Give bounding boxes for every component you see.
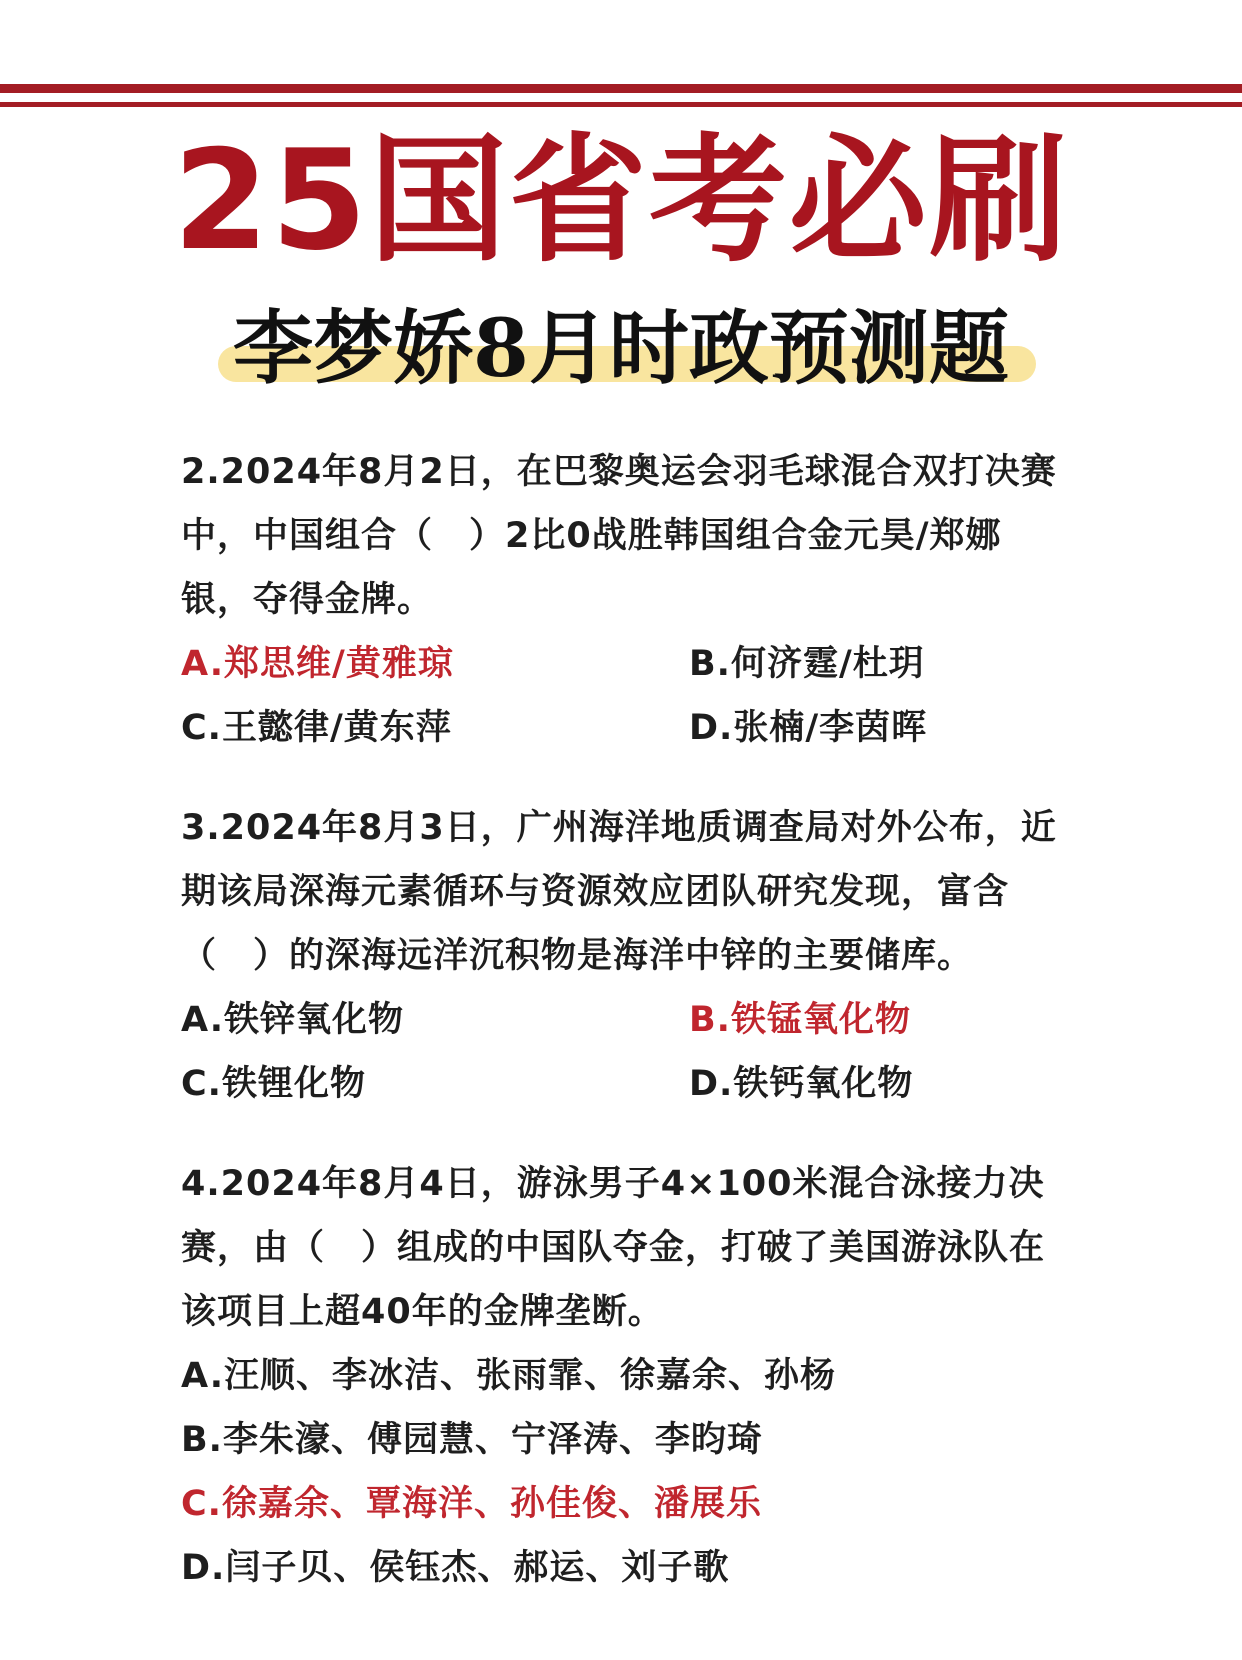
page-title: 25国省考必刷 [172,120,1070,281]
question-text: 4.2024年8月4日，游泳男子4×100米混合泳接力决赛，由（ ）组成的中国队夺金，打破了美国游泳队在该项目上超40年的金牌垄断。 [181,1164,1046,1332]
question-block-4 [181,1152,1061,1600]
option-a: A.郑思维/黄雅琼 [181,644,454,684]
option-b: B.铁锰氧化物 [689,1000,911,1040]
question-list [181,440,1061,1636]
options-grid [181,632,1061,760]
question-block-2 [181,440,1061,760]
options-list [181,1344,1061,1600]
top-rule-thin [0,102,1242,107]
option-d: D.张楠/李茵晖 [689,708,928,748]
option-c: C.徐嘉余、覃海洋、孙佳俊、潘展乐 [181,1484,762,1524]
option-c: C.王懿律/黄东萍 [181,708,452,748]
question-text: 3.2024年8月3日，广州海洋地质调查局对外公布，近期该局深海元素循环与资源效应团队研究发现，富含（ ）的深海远洋沉积物是海洋中锌的主要储库。 [181,808,1057,976]
option-c: C.铁锂化物 [181,1064,366,1104]
option-a: A.铁锌氧化物 [181,1000,405,1040]
page-subtitle: 李梦娇8月时政预测题 [233,301,1009,395]
top-rule-thick [0,84,1242,93]
subtitle-banner [0,298,1242,398]
option-d: D.闫子贝、侯钰杰、郝运、刘子歌 [181,1548,730,1588]
option-d: D.铁钙氧化物 [689,1064,914,1104]
option-b: B.何济霆/杜玥 [689,644,925,684]
options-grid [181,988,1061,1116]
question-text: 2.2024年8月2日，在巴黎奥运会羽毛球混合双打决赛中，中国组合（ ）2比0战胜韩国组合金元昊/郑娜银，夺得金牌。 [181,452,1057,620]
question-block-3 [181,796,1061,1116]
option-a: A.汪顺、李冰洁、张雨霏、徐嘉余、孙杨 [181,1356,837,1396]
option-b: B.李朱濠、傅园慧、宁泽涛、李昀琦 [181,1420,763,1460]
